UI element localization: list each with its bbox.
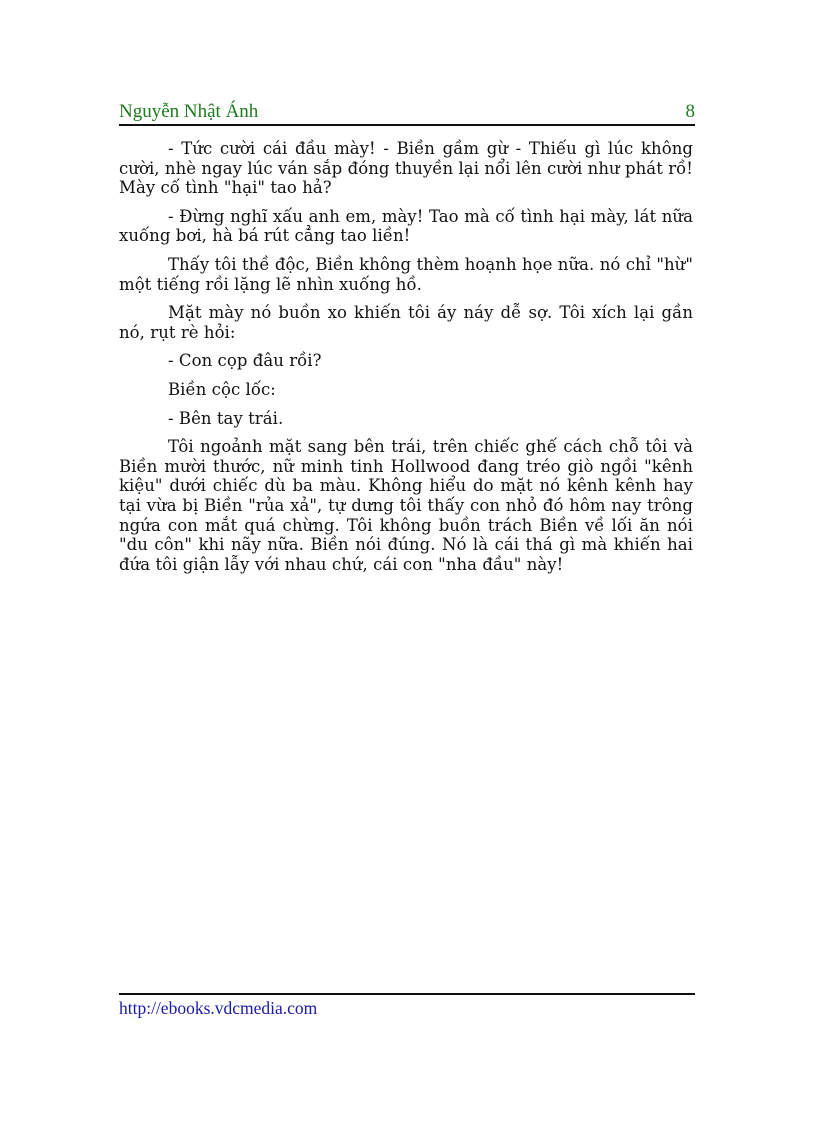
paragraph: Thấy tôi thề độc, Biền không thèm hoạnh họe nữa. nó chỉ "hừ" một tiếng rồi lặng lẽ nhìn xuống hồ. (119, 254, 693, 294)
paragraph: - Tức cười cái đầu mày! - Biền gầm gừ - Thiếu gì lúc không cười, nhè ngay lúc ván sắp đóng thuyền lại nổi lên cười như phát rồ! Mày cố tình "hại" tao hả? (119, 139, 693, 198)
book-author-title: Nguyễn Nhật Ánh (119, 101, 259, 122)
paragraph: Mặt mày nó buồn xo khiến tôi áy náy dễ sợ. Tôi xích lại gần nó, rụt rè hỏi: (119, 303, 693, 342)
paragraph: - Đừng nghĩ xấu anh em, mày! Tao mà cố tình hại mày, lát nữa xuống bơi, hà bá rút cẳng tao liền! (119, 206, 693, 246)
paragraph: - Con cọp đâu rồi? (168, 351, 322, 371)
page-header (119, 100, 695, 126)
paragraph: - Bên tay trái. (168, 408, 284, 428)
paragraph: Biền cộc lốc: (168, 379, 276, 399)
footer-link[interactable]: http://ebooks.vdcmedia.com (119, 998, 318, 1018)
paragraph: Tôi ngoảnh mặt sang bên trái, trên chiếc ghế cách chỗ tôi và Biền mười thước, nữ minh tinh Hollwood đang tréo giò ngồi "kênh kiệu" dưới chiếc dù ba màu. Không hiểu do mặt nó kênh kênh hay tại vừa bị Biền "rủa xả", tự dưng tôi thấy con nhỏ đó hôm nay trông ngứa con mắt quá chừng. Tôi không buồn trách Biền về lối ăn nói "du côn" khi nãy nữa. Biền nói đúng. Nó là cái thá gì mà khiến hai đứa tôi giận lẫy với nhau chứ, cái con "nha đầu" này! (119, 437, 693, 574)
page-footer (119, 993, 695, 1019)
body-text (119, 139, 693, 583)
page-number: 8 (685, 101, 695, 122)
